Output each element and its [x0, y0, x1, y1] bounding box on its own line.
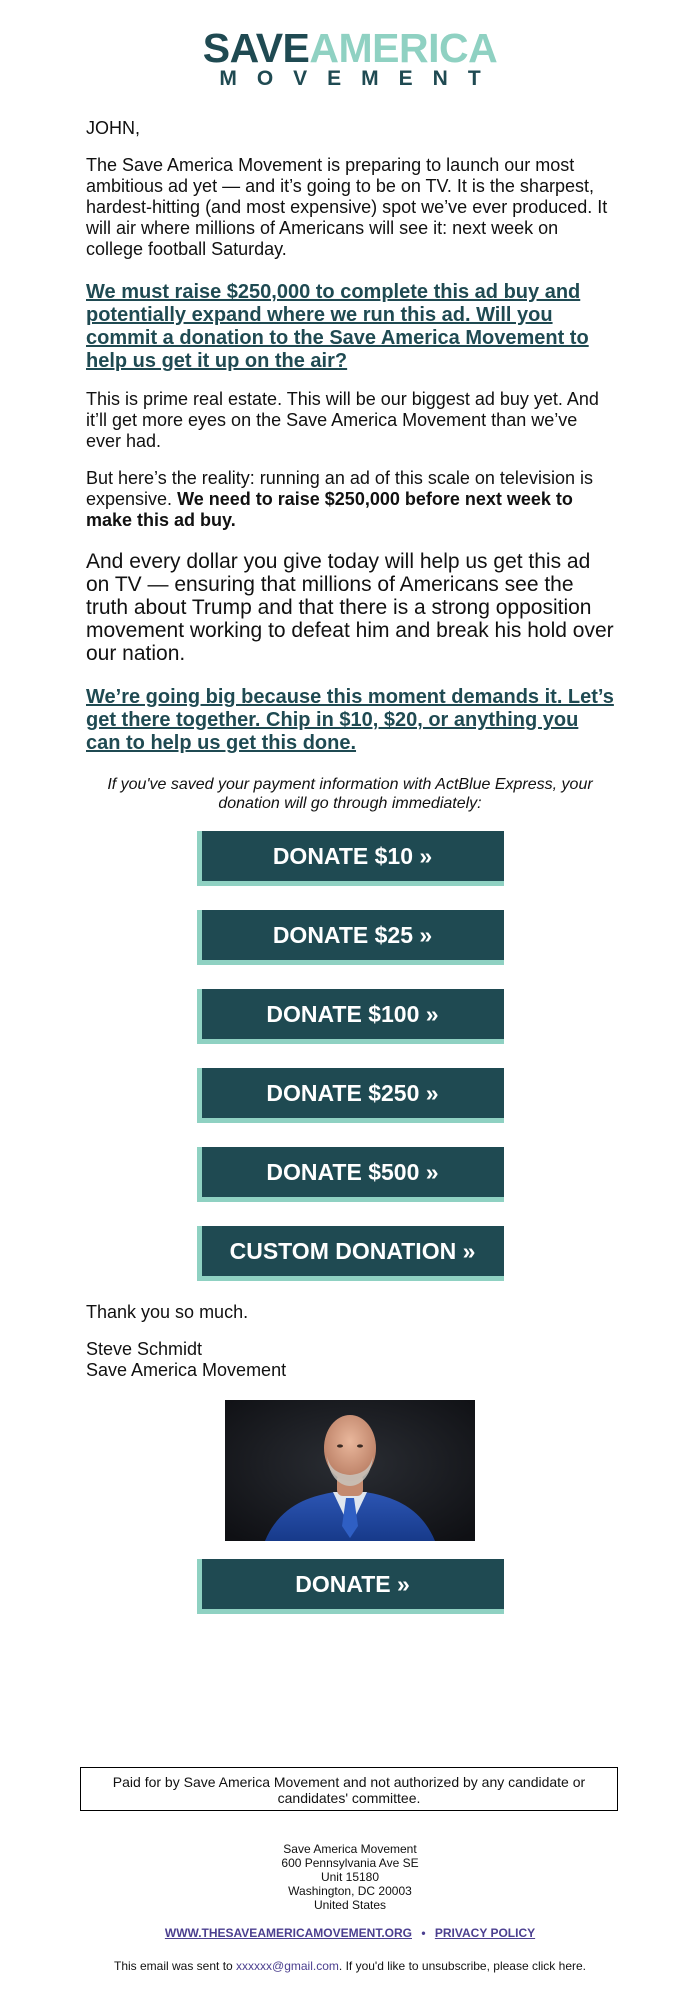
closing [0, 1302, 700, 1381]
logo-save: SAVE [202, 25, 310, 71]
paragraph-reality [86, 468, 614, 531]
paid-for-disclaimer: Paid for by Save America Movement and not authorized by any candidate or candidates' committee. [80, 1767, 618, 1811]
greeting: JOHN, [86, 118, 140, 138]
mailing-address [0, 1842, 700, 1912]
donate-500-button[interactable]: DONATE $500 » [197, 1147, 504, 1202]
signature-org: Save America Movement [86, 1360, 287, 1380]
signature-name: Steve Schmidt [86, 1339, 203, 1359]
donate-button-group [0, 831, 700, 1281]
letter-content [0, 118, 700, 813]
ask-link-2-wrapper [86, 686, 614, 755]
reality-text: But here’s the reality: running an ad of this scale on television is expensive. [86, 468, 593, 509]
final-donate-group [0, 1559, 700, 1614]
recipient-email: xxxxxx@gmail.com [236, 1959, 339, 1973]
donate-25-button[interactable]: DONATE $25 » [197, 910, 504, 965]
donate-10-button[interactable]: DONATE $10 » [197, 831, 504, 886]
footer-separator: • [421, 1926, 426, 1940]
paragraph-intro: The Save America Movement is preparing to launch our most ambitious ad yet — and it’s going to be on TV. It is the sharpest, hardest-hitting (and most expensive) spot we’ve ever produced. It will air where millions of Americans will see it: next week on college football Saturday. [86, 155, 608, 259]
custom-donation-button[interactable]: CUSTOM DONATION » [197, 1226, 504, 1281]
sent-to-prefix: This email was sent to [113, 1959, 237, 1973]
donate-250-button[interactable]: DONATE $250 » [197, 1068, 504, 1123]
ask-link-1-wrapper [86, 281, 614, 373]
final-donate-button[interactable]: DONATE » [197, 1559, 504, 1614]
logo-movement: MOVEMENT [219, 67, 501, 90]
portrait-illustration [225, 1400, 475, 1541]
logo-wordmark [0, 25, 700, 71]
sent-to-notice [0, 1959, 700, 1973]
actblue-note: If you've saved your payment information with ActBlue Express, your donation will go through immediately: [107, 776, 593, 812]
footer-links [0, 1926, 700, 1940]
ask-link-2[interactable]: We’re going big because this moment demands it. Let’s get there together. Chip in $10, $20, or anything you can to help us get this done. [86, 686, 614, 754]
logo [0, 0, 700, 88]
privacy-policy-link[interactable]: PRIVACY POLICY [434, 1926, 536, 1940]
reality-bold-text: We need to raise $250,000 before next week to make this ad buy. [86, 489, 573, 530]
signer-photo [225, 1400, 475, 1541]
unsubscribe-text[interactable]: . If you'd like to unsubscribe, please click here. [338, 1959, 586, 1973]
address-line-country: United States [313, 1898, 387, 1912]
donate-100-button[interactable]: DONATE $100 » [197, 989, 504, 1044]
thanks-text: Thank you so much. [86, 1302, 249, 1322]
logo-america: AMERICA [309, 25, 498, 71]
address-line-org: Save America Movement [283, 1842, 417, 1856]
address-line-city: Washington, DC 20003 [288, 1884, 412, 1898]
website-link[interactable]: WWW.THESAVEAMERICAMOVEMENT.ORG [164, 1926, 412, 1940]
paragraph-every-dollar: And every dollar you give today will help us get this ad on TV — ensuring that millions of Americans see the truth about Trump and that there is a strong opposition movement working to defeat him and break his hold over our nation. [86, 550, 614, 665]
ask-link-1[interactable]: We must raise $250,000 to complete this ad buy and potentially expand where we run this ad. Will you commit a donation to the Save America Movement to help us get it up on the air? [86, 281, 589, 372]
signature [86, 1339, 614, 1381]
address-line-street: 600 Pennsylvania Ave SE [281, 1856, 419, 1870]
address-line-unit: Unit 15180 [320, 1870, 380, 1884]
paragraph-prime-real-estate: This is prime real estate. This will be our biggest ad buy yet. And it’ll get more eyes on the Save America Movement than we’ve ever had. [86, 389, 599, 451]
